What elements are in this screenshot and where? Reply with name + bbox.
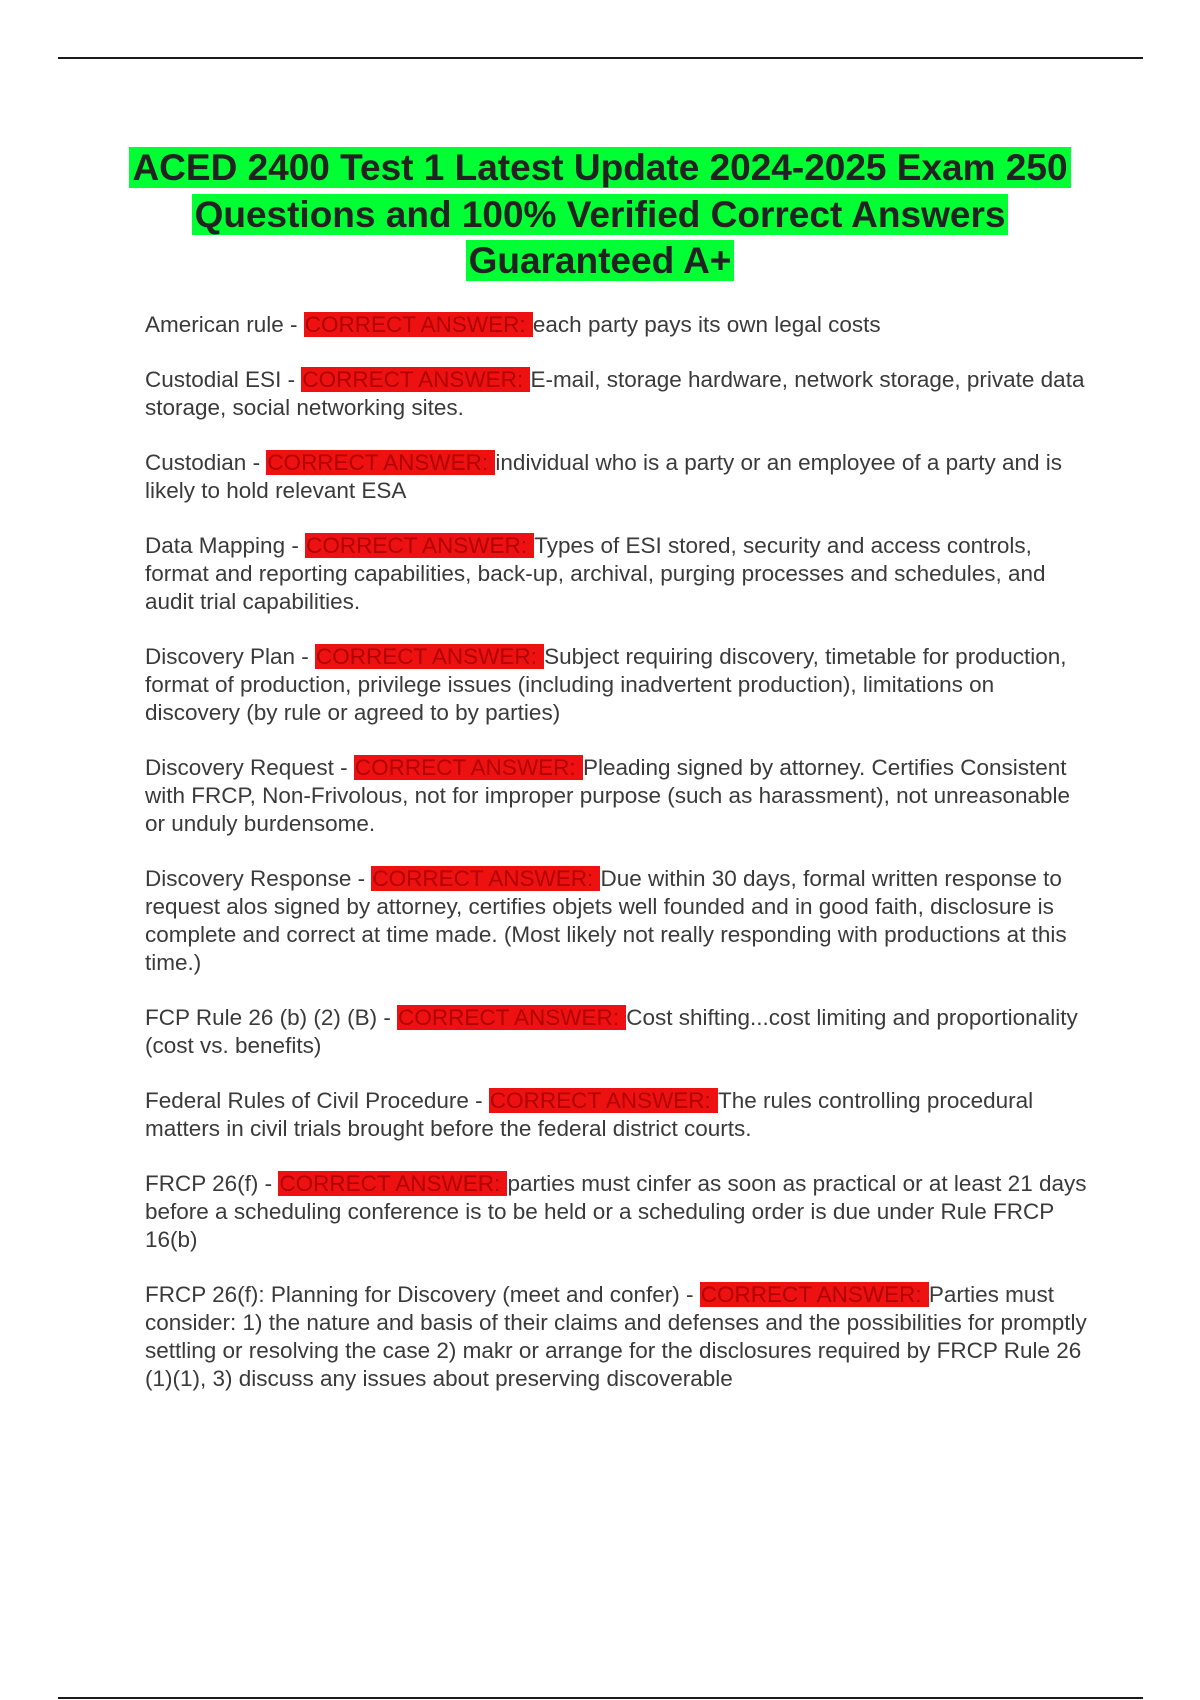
correct-answer-badge: CORRECT ANSWER: <box>279 1171 507 1196</box>
entry-term: Custodian - <box>145 450 267 475</box>
flashcard-list <box>145 311 1095 1420</box>
entry-term: Discovery Request - <box>145 755 354 780</box>
correct-answer-badge: CORRECT ANSWER: <box>302 367 530 392</box>
flashcard-entry <box>145 1087 1095 1143</box>
entry-answer: Subject requiring discovery, timetable for production, format of production, privilege issues (including inadvertent production), limitations on discovery (by rule or agreed to by parties) <box>145 644 1067 725</box>
correct-answer-badge: CORRECT ANSWER: <box>489 1088 717 1113</box>
entry-term: Discovery Plan - <box>145 644 316 669</box>
entry-term: FCP Rule 26 (b) (2) (B) - <box>145 1005 398 1030</box>
document-title <box>100 145 1100 285</box>
bottom-divider <box>58 1697 1143 1699</box>
flashcard-entry <box>145 643 1095 727</box>
correct-answer-badge: CORRECT ANSWER: <box>306 533 534 558</box>
flashcard-entry <box>145 1170 1095 1254</box>
correct-answer-badge: CORRECT ANSWER: <box>700 1282 928 1307</box>
entry-answer: The rules controlling procedural matters in civil trials brought before the federal district courts. <box>145 1088 1034 1141</box>
entry-answer: parties must cinfer as soon as practical or at least 21 days before a scheduling conference is to be held or a scheduling order is due under Rule FRCP 16(b) <box>145 1171 1087 1252</box>
entry-term: FRCP 26(f) - <box>145 1171 279 1196</box>
entry-answer: Parties must consider: 1) the nature and basis of their claims and defenses and the possibilities for promptly settling or resolving the case 2) makr or arrange for the disclosures required by FRCP Rule 26 (1)(1), 3) discuss any issues about preserving discoverable <box>145 1282 1087 1391</box>
correct-answer-badge: CORRECT ANSWER: <box>398 1005 626 1030</box>
entry-term: FRCP 26(f): Planning for Discovery (meet and confer) - <box>145 1282 700 1307</box>
flashcard-entry <box>145 366 1095 422</box>
correct-answer-badge: CORRECT ANSWER: <box>267 450 495 475</box>
entry-answer: each party pays its own legal costs <box>532 312 881 337</box>
correct-answer-badge: CORRECT ANSWER: <box>304 312 532 337</box>
entry-answer: individual who is a party or an employee of a party and is likely to hold relevant ESA <box>145 450 1062 503</box>
entry-term: American rule - <box>145 312 304 337</box>
entry-answer: Pleading signed by attorney. Certifies Consistent with FRCP, Non-Frivolous, not for improper purpose (such as harassment), not unreasonable or unduly burdensome. <box>145 755 1071 836</box>
correct-answer-badge: CORRECT ANSWER: <box>354 755 582 780</box>
entry-answer: E-mail, storage hardware, network storage, private data storage, social networking sites. <box>145 367 1085 420</box>
top-divider <box>58 57 1143 59</box>
entry-term: Custodial ESI - <box>145 367 302 392</box>
flashcard-entry <box>145 449 1095 505</box>
entry-term: Federal Rules of Civil Procedure - <box>145 1088 489 1113</box>
flashcard-entry <box>145 1281 1095 1393</box>
flashcard-entry <box>145 532 1095 616</box>
flashcard-entry <box>145 865 1095 977</box>
entry-term: Data Mapping - <box>145 533 306 558</box>
correct-answer-badge: CORRECT ANSWER: <box>372 866 600 891</box>
entry-answer: Due within 30 days, formal written response to request alos signed by attorney, certifies objets well founded and in good faith, disclosure is complete and correct at time made. (Most likely not really responding with productions at this time.) <box>145 866 1067 975</box>
flashcard-entry <box>145 754 1095 838</box>
entry-answer: Types of ESI stored, security and access controls, format and reporting capabilities, back-up, archival, purging processes and schedules, and audit trial capabilities. <box>145 533 1046 614</box>
entry-term: Discovery Response - <box>145 866 372 891</box>
entry-answer: Cost shifting...cost limiting and proportionality (cost vs. benefits) <box>145 1005 1078 1058</box>
flashcard-entry <box>145 311 1095 339</box>
flashcard-entry <box>145 1004 1095 1060</box>
correct-answer-badge: CORRECT ANSWER: <box>316 644 544 669</box>
title-highlight: ACED 2400 Test 1 Latest Update 2024-2025 Exam 250 Questions and 100% Verified Correct Answers Guaranteed A+ <box>129 147 1070 281</box>
